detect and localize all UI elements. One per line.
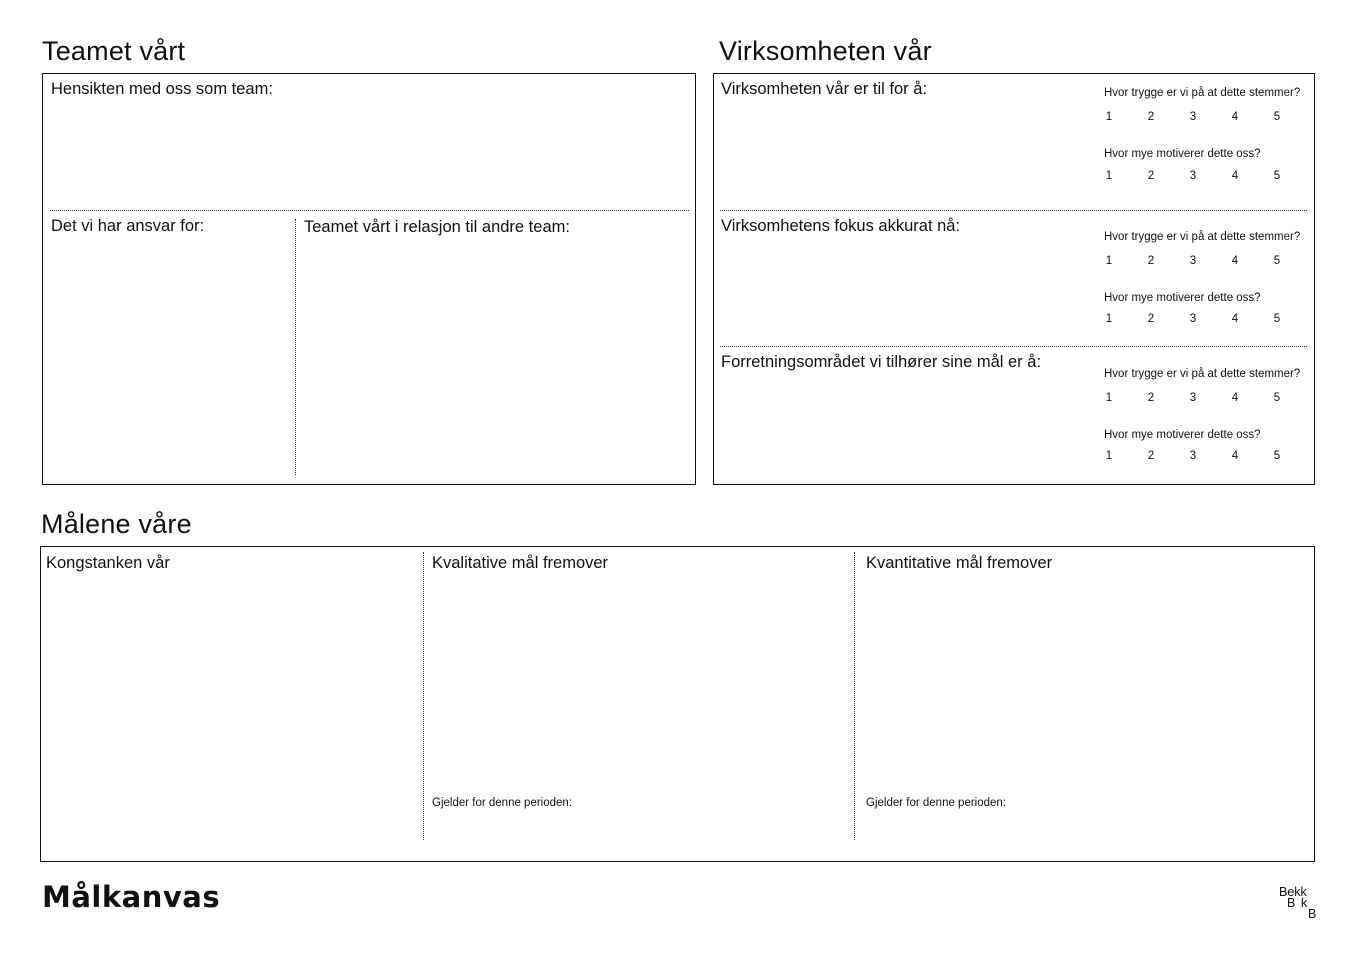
- scale-option[interactable]: 1: [1105, 392, 1113, 404]
- scale-option[interactable]: 5: [1273, 111, 1281, 123]
- scale-option[interactable]: 2: [1147, 111, 1155, 123]
- logo-letter: B: [1308, 907, 1317, 921]
- gjelder-periode-label: Gjelder for denne perioden:: [432, 797, 573, 809]
- virksomheten-row-label: Forretningsområdet vi tilhører sine mål er å:: [721, 353, 1042, 371]
- section-title-malene: Målene våre: [41, 509, 192, 539]
- scale-option[interactable]: 5: [1273, 170, 1281, 182]
- scale-option[interactable]: 4: [1231, 170, 1239, 182]
- motivasjon-question: Hvor mye motiverer dette oss?: [1104, 292, 1261, 304]
- scale-option[interactable]: 1: [1105, 450, 1113, 462]
- scale-option[interactable]: 2: [1147, 450, 1155, 462]
- trygghet-question: Hvor trygge er vi på at dette stemmer?: [1104, 368, 1301, 380]
- virksomheten-row-label: Virksomhetens fokus akkurat nå:: [721, 217, 961, 235]
- ansvar-label: Det vi har ansvar for:: [51, 217, 205, 235]
- scale-option[interactable]: 3: [1189, 255, 1197, 267]
- scale-option[interactable]: 3: [1189, 111, 1197, 123]
- section-title-teamet: Teamet vårt: [42, 36, 186, 66]
- section-title-virksomheten: Virksomheten vår: [719, 36, 932, 66]
- teamet-divider: [50, 210, 689, 211]
- virksomheten-box: [713, 73, 1315, 485]
- scale-option[interactable]: 1: [1105, 255, 1113, 267]
- scale-option[interactable]: 2: [1147, 392, 1155, 404]
- scale-option[interactable]: 4: [1231, 392, 1239, 404]
- scale-option[interactable]: 3: [1189, 170, 1197, 182]
- relasjon-label: Teamet vårt i relasjon til andre team:: [304, 218, 570, 236]
- trygghet-question: Hvor trygge er vi på at dette stemmer?: [1104, 87, 1301, 99]
- scale-option[interactable]: 2: [1147, 255, 1155, 267]
- virksomheten-row-label: Virksomheten vår er til for å:: [721, 80, 928, 98]
- scale-option[interactable]: 3: [1189, 392, 1197, 404]
- motivasjon-question: Hvor mye motiverer dette oss?: [1104, 429, 1261, 441]
- trygghet-question: Hvor trygge er vi på at dette stemmer?: [1104, 231, 1301, 243]
- logo-letter: k: [1301, 896, 1308, 910]
- scale-option[interactable]: 4: [1231, 313, 1239, 325]
- scale-option[interactable]: 2: [1147, 313, 1155, 325]
- scale-option[interactable]: 3: [1189, 450, 1197, 462]
- logo-text: Bekk: [1279, 885, 1307, 899]
- malene-column-divider: [854, 552, 855, 840]
- scale-option[interactable]: 4: [1231, 111, 1239, 123]
- scale-option[interactable]: 5: [1273, 313, 1281, 325]
- bekk-logo: [1279, 886, 1321, 922]
- scale-option[interactable]: 1: [1105, 111, 1113, 123]
- gjelder-periode-label: Gjelder for denne perioden:: [866, 797, 1007, 809]
- teamet-column-divider: [295, 219, 296, 475]
- scale-option[interactable]: 5: [1273, 450, 1281, 462]
- scale-option[interactable]: 4: [1231, 255, 1239, 267]
- motivasjon-question: Hvor mye motiverer dette oss?: [1104, 148, 1261, 160]
- scale-option[interactable]: 1: [1105, 170, 1113, 182]
- malene-box: [40, 546, 1315, 862]
- virksomheten-divider: [720, 210, 1307, 211]
- virksomheten-divider: [720, 346, 1307, 347]
- scale-option[interactable]: 4: [1231, 450, 1239, 462]
- scale-option[interactable]: 5: [1273, 392, 1281, 404]
- hensikten-label: Hensikten med oss som team:: [51, 80, 273, 98]
- scale-option[interactable]: 3: [1189, 313, 1197, 325]
- kongstanken-label: Kongstanken vår: [46, 554, 170, 572]
- brand-title: Målkanvas: [42, 880, 221, 914]
- scale-option[interactable]: 5: [1273, 255, 1281, 267]
- scale-option[interactable]: 2: [1147, 170, 1155, 182]
- scale-option[interactable]: 1: [1105, 313, 1113, 325]
- kvantitative-label: Kvantitative mål fremover: [866, 554, 1053, 572]
- logo-letter: B: [1287, 896, 1296, 910]
- teamet-box: [42, 73, 696, 485]
- kvalitative-label: Kvalitative mål fremover: [432, 554, 609, 572]
- malene-column-divider: [423, 552, 424, 840]
